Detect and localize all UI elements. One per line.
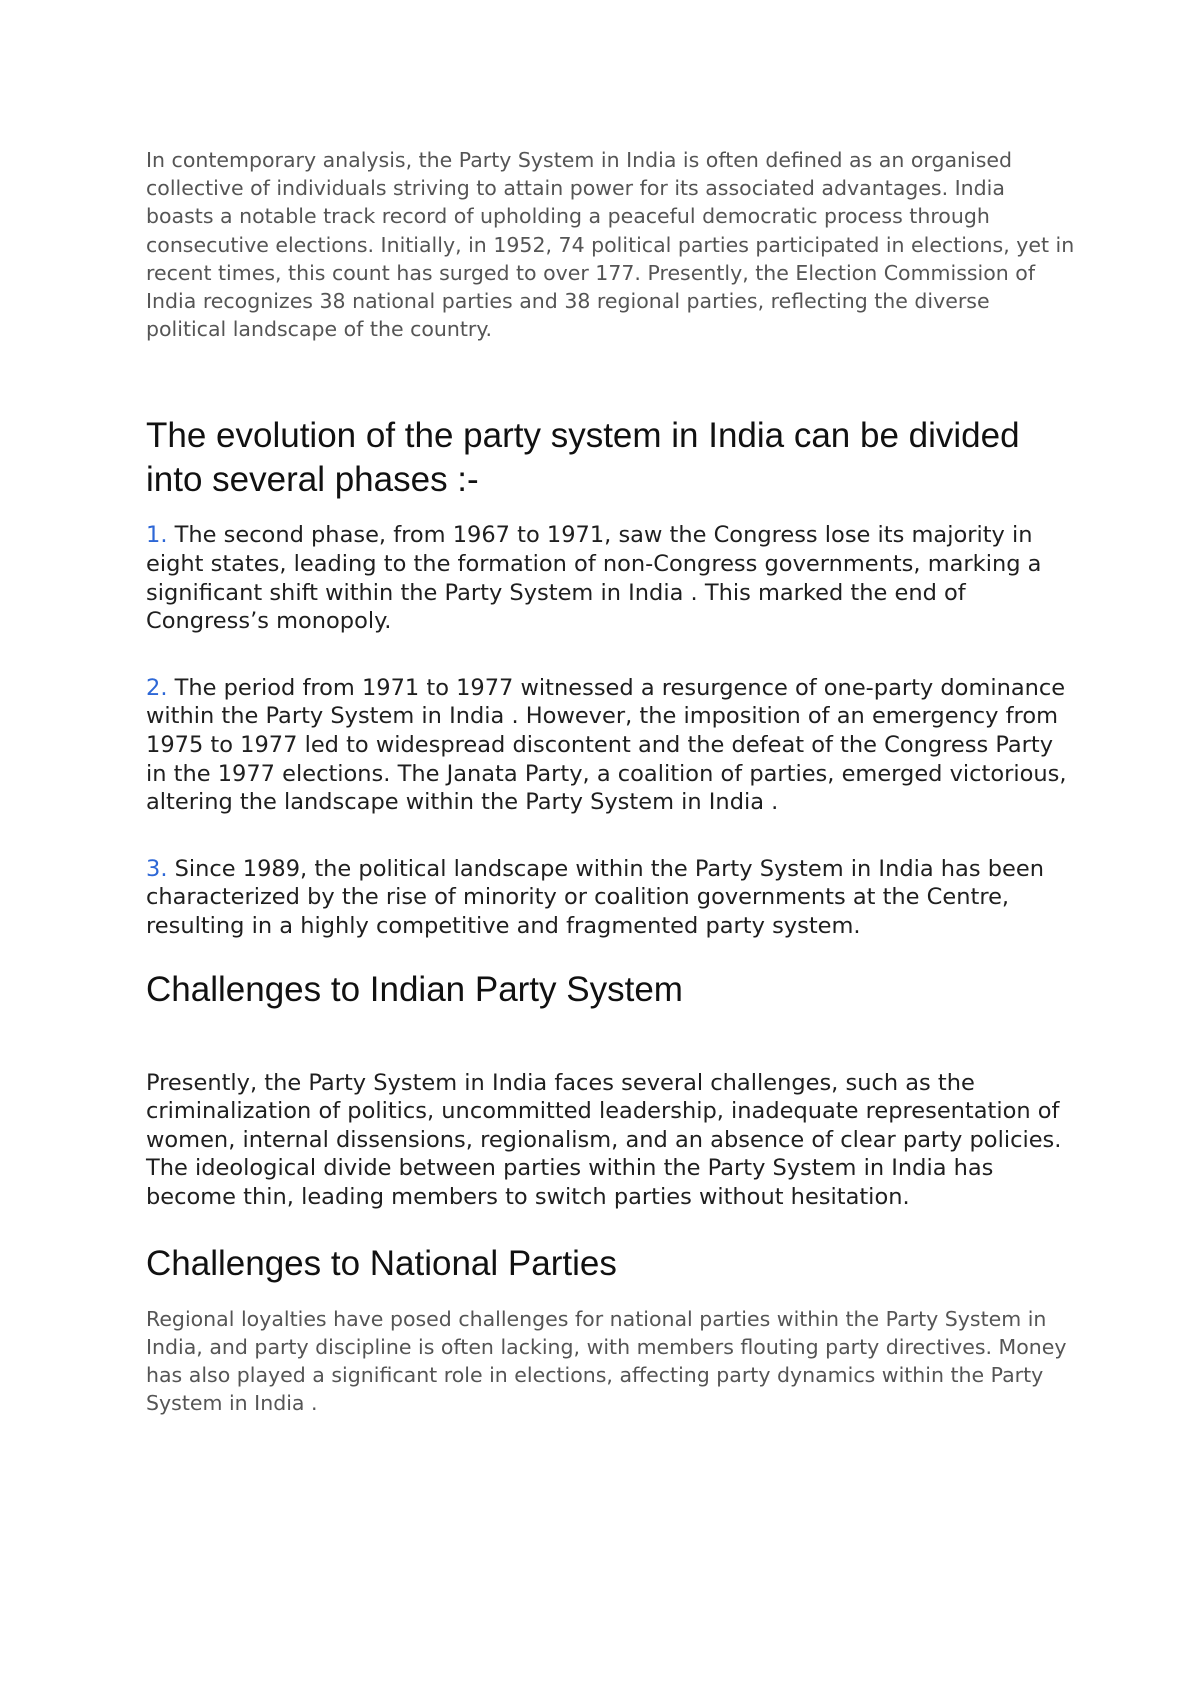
phase-item-3	[146, 855, 1076, 941]
phase-item-2	[146, 674, 1076, 817]
challenges-national-paragraph: Regional loyalties have posed challenges for national parties within the Party System in India, and party discipline is often lacking, with members flouting party directives. Money has also played a significant role in elections, affecting party dynamics within the Party System in India .	[146, 1306, 1067, 1416]
challenges-national-heading: Challenges to National Parties	[146, 1243, 617, 1283]
phase-text: The period from 1971 to 1977 witnessed a resurgence of one-party dominance within the Party System in India . However, the imposition of an emergency from 1975 to 1977 led to widespread discontent and the defeat of the Congress Party in the 1977 elections. The Janata Party, a coalition of parties, emerged victorious, altering the landscape within the Party System in India .	[146, 674, 1067, 816]
phase-text: The second phase, from 1967 to 1971, saw the Congress lose its majority in eight states, leading to the formation of non-Congress governments, marking a significant shift within the Party System in India . This marked the end of Congress’s monopoly.	[146, 522, 1042, 635]
challenges-system-paragraph: Presently, the Party System in India faces several challenges, such as the criminalization of politics, uncommitted leadership, inadequate representation of women, internal dissensions, regionalism, and an absence of clear party policies. The ideological divide between parties within the Party System in India has become thin, leading members to switch parties without hesitation.	[146, 1069, 1062, 1210]
document-page	[146, 146, 1076, 1417]
intro-paragraph: In contemporary analysis, the Party System in India is often defined as an organised collective of individuals striving to attain power for its associated advantages. India boasts a notable track record of upholding a peaceful democratic process through consecutive elections. Initially, in 1952, 74 political parties participated in elections, yet in recent times, this count has surged to over 177. Presently, the Election Commission of India recognizes 38 national parties and 38 regional parties, reflecting the diverse political landscape of the country.	[146, 148, 1075, 342]
phase-number: 1.	[146, 522, 168, 549]
phases-list	[146, 521, 1076, 940]
phases-heading: The evolution of the party system in India can be divided into several phases :-	[146, 416, 1020, 499]
phase-number: 3.	[146, 855, 168, 882]
challenges-system-heading: Challenges to Indian Party System	[146, 969, 683, 1009]
phase-text: Since 1989, the political landscape within the Party System in India has been characterized by the rise of minority or coalition governments at the Centre, resulting in a highly competitive and fragmented party system.	[146, 855, 1044, 939]
phase-item-1	[146, 521, 1076, 635]
phase-number: 2.	[146, 674, 168, 701]
